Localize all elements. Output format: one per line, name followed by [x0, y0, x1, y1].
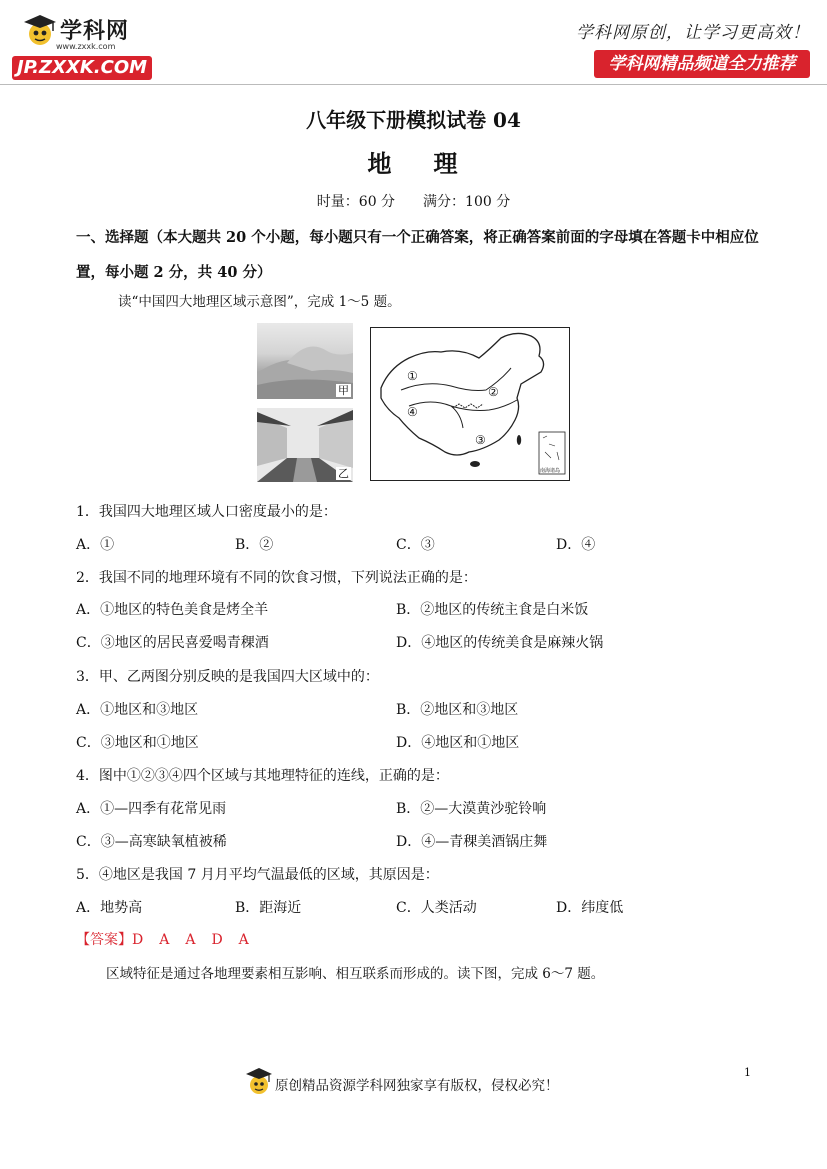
question-5-option-c[interactable]: C．人类活动 — [396, 900, 477, 916]
section-heading-line-1: 一、选择题（本大题共 20 个小题，每小题只有一个正确答案，将正确答案前面的字母填在答题卡中相应位 — [76, 229, 759, 246]
document-title: 八年级下册模拟试卷 04 — [306, 108, 521, 132]
question-3-option-b[interactable]: B．②地区和③地区 — [396, 702, 519, 718]
question-2-option-a[interactable]: A．①地区的特色美食是烤全羊 — [76, 602, 269, 618]
page-number: 1 — [744, 1066, 751, 1079]
question-4-option-b[interactable]: B．②—大漠黄沙驼铃响 — [396, 801, 547, 817]
question-3-stem: 3．甲、乙两图分别反映的是我国四大区域中的： — [76, 669, 379, 685]
exam-meta — [0, 191, 827, 211]
question-2-stem: 2．我国不同的地理环境有不同的饮食习惯，下列说法正确的是： — [76, 570, 477, 586]
header-divider — [0, 84, 827, 85]
copyright-notice: 原创精品资源学科网独家享有版权，侵权必究！ — [275, 1078, 559, 1094]
region-label-2: ② — [488, 385, 499, 399]
logo-url: www.zxxk.com — [56, 42, 116, 51]
question-5-stem: 5．④地区是我国 7 月月平均气温最低的区域，其原因是： — [76, 867, 439, 883]
china-map-image — [371, 328, 569, 480]
region-label-1: ① — [407, 369, 418, 383]
question-4-option-d[interactable]: D．④—青稞美酒锅庄舞 — [396, 834, 548, 850]
subject-char-2: 理 — [433, 149, 460, 178]
question-2-option-b[interactable]: B．②地区的传统主食是白米饭 — [396, 602, 589, 618]
graduation-cap-icon — [245, 1066, 273, 1096]
photo-label-jia: 甲 — [338, 384, 349, 397]
recommend-badge[interactable]: 学科网精品频道全力推荐 — [594, 50, 810, 78]
photo-desert — [257, 323, 353, 399]
question-5-option-b[interactable]: B．距海近 — [235, 900, 302, 916]
region-label-4: ④ — [407, 405, 418, 419]
question-1-stem: 1．我国四大地理区域人口密度最小的是： — [76, 504, 337, 520]
exam-score: 满分：100 分 — [423, 194, 511, 210]
photo-label-yi: 乙 — [338, 467, 349, 480]
exam-time: 时量：60 分 — [316, 194, 396, 210]
question-3-option-c[interactable]: C．③地区和①地区 — [76, 735, 199, 751]
slogan: 学科网原创，让学习更高效！ — [576, 23, 810, 43]
question-2-option-d[interactable]: D．④地区的传统美食是麻辣火锅 — [396, 635, 604, 651]
subject-char-1: 地 — [367, 149, 394, 178]
site-badge[interactable]: JP.ZXXK.COM — [12, 56, 152, 80]
answer-values: D A A D A — [132, 932, 250, 948]
question-2-option-c[interactable]: C．③地区的居民喜爱喝青稞酒 — [76, 635, 269, 651]
question-1-option-d[interactable]: D．④ — [556, 537, 596, 553]
question-3-option-a[interactable]: A．①地区和③地区 — [76, 702, 199, 718]
question-1-option-b[interactable]: B．② — [235, 537, 274, 553]
hainan-island — [470, 461, 480, 467]
question-1-option-a[interactable]: A．① — [76, 537, 115, 553]
region-label-3: ③ — [475, 433, 486, 447]
inset-label: 南海诸岛 — [540, 468, 561, 474]
question-3-option-d[interactable]: D．④地区和①地区 — [396, 735, 520, 751]
section-heading — [76, 220, 759, 290]
graduation-cap-icon — [22, 12, 58, 48]
answer-key — [76, 929, 250, 949]
photo-water-town — [257, 408, 353, 482]
section-heading-line-2: 置，每小题 2 分，共 40 分） — [76, 264, 272, 281]
question-5-option-a[interactable]: A．地势高 — [76, 900, 143, 916]
china-regions-map — [370, 327, 570, 481]
question-group-intro-2: 区域特征是通过各地理要素相互影响、相互联系而形成的。读下图，完成 6～7 题。 — [106, 966, 605, 982]
logo-title: 学科网 — [60, 19, 130, 44]
question-1-option-c[interactable]: C．③ — [396, 537, 435, 553]
question-4-option-c[interactable]: C．③—高寒缺氧植被稀 — [76, 834, 227, 850]
question-4-stem: 4．图中①②③④四个区域与其地理特征的连线，正确的是： — [76, 768, 449, 784]
question-group-intro: 读“中国四大地理区域示意图”，完成 1～5 题。 — [118, 294, 401, 310]
subject-title — [0, 144, 827, 179]
question-4-option-a[interactable]: A．①—四季有花常见雨 — [76, 801, 227, 817]
taiwan-island — [517, 435, 521, 445]
question-5-option-d[interactable]: D．纬度低 — [556, 900, 624, 916]
answer-tag: 【答案】 — [76, 932, 132, 948]
